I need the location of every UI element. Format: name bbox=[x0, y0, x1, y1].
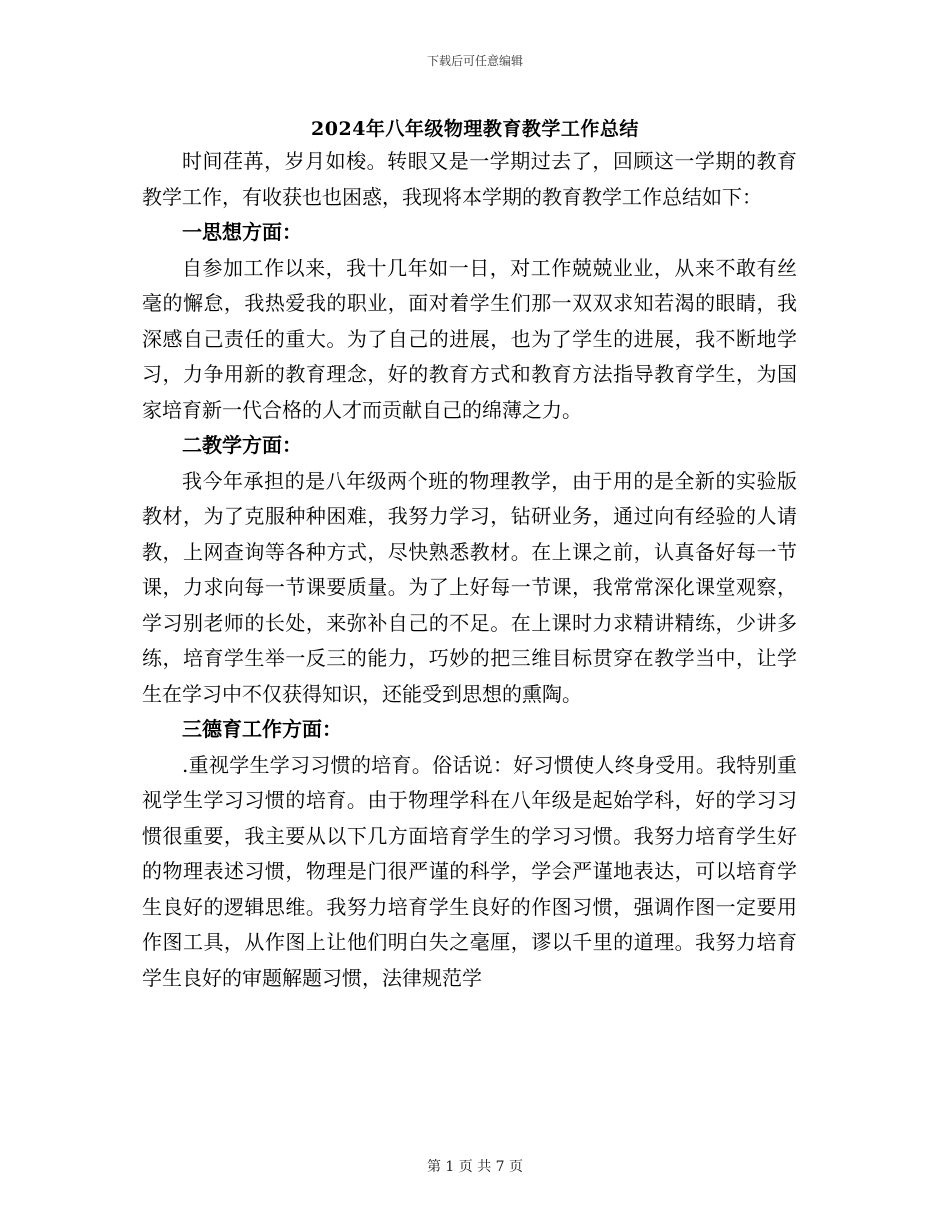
section-body-teaching: 我今年承担的是八年级两个班的物理教学，由于用的是全新的实验版教材，为了克服种种困难，我努力学习，钻研业务，通过向有经验的人请教，上网查询等各种方式，尽快熟悉教材。在上课之前，认真备好每一节课，力求向每一节课要质量。为了上好每一节课，我常常深化课堂观察，学习别老师的长处，来弥补自己的不足。在上课时力求精讲精练，少讲多练，培育学生举一反三的能力，巧妙的把三维目标贯穿在教学当中，让学生在学习中不仅获得知识，还能受到思想的熏陶。 bbox=[142, 468, 797, 706]
page-header-note: 下载后可任意编辑 bbox=[426, 54, 523, 68]
section-heading-moral-education: 三德育工作方面： bbox=[182, 717, 342, 741]
section-body-moral-education: .重视学生学习习惯的培育。俗话说：好习惯使人终身受用。我特别重视学生学习习惯的培育。由于物理学科在八年级是起始学科，好的学习习惯很重要，我主要从以下几方面培育学生的学习习惯。我努力培育学生好的物理表述习惯，物理是门很严谨的科学，学会严谨地表达，可以培育学生良好的逻辑思维。我努力培育学生良好的作图习惯，强调作图一定要用作图工具，从作图上让他们明白失之毫厘，谬以千里的道理。我努力培育学生良好的审题解题习惯，法律规范学 bbox=[142, 752, 797, 990]
section-heading-thought: 一思想方面： bbox=[182, 220, 302, 244]
section-heading-teaching: 二教学方面： bbox=[182, 433, 302, 457]
document-body bbox=[142, 144, 797, 996]
page-number-footer: 第 1 页 共 7 页 bbox=[426, 1159, 524, 1175]
intro-paragraph: 时间荏苒，岁月如梭。转眼又是一学期过去了，回顾这一学期的教育教学工作，有收获也也困惑，我现将本学期的教育教学工作总结如下： bbox=[142, 149, 797, 209]
section-body-thought: 自参加工作以来，我十几年如一日，对工作兢兢业业，从来不敢有丝毫的懈怠，我热爱我的职业，面对着学生们那一双双求知若渴的眼睛，我深感自己责任的重大。为了自己的进展，也为了学生的进展，我不断地学习，力争用新的教育理念，好的教育方式和教育方法指导教育学生，为国家培育新一代合格的人才而贡献自己的绵薄之力。 bbox=[142, 255, 797, 422]
document-title: 2024年八年级物理教育教学工作总结 bbox=[311, 118, 639, 140]
